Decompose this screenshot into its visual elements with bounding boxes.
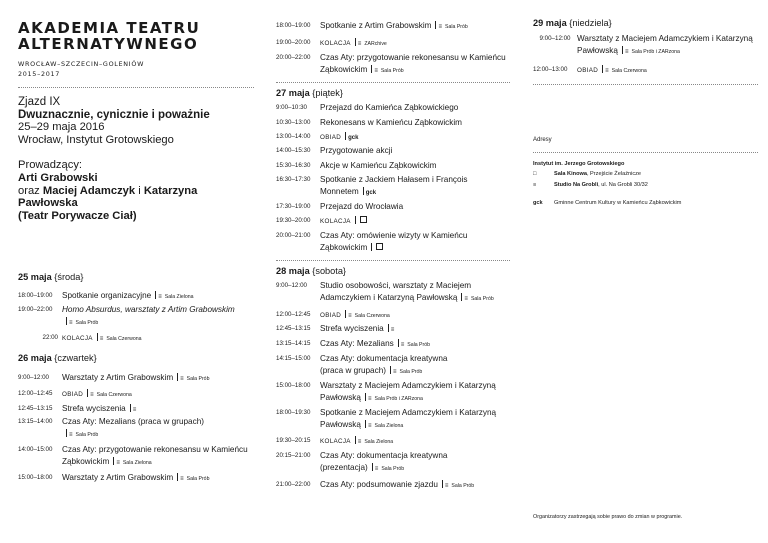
schedule-row (533, 33, 758, 58)
row-text: Warsztaty z Artim Grabowskim (62, 373, 174, 382)
address-row (533, 170, 641, 178)
schedule-row (276, 323, 512, 337)
schedule-row (18, 403, 258, 417)
studio-icon: ≡ (367, 422, 372, 429)
studio-icon: ≡ (357, 439, 362, 445)
logo-line-1: AKADEMIA TEATRU (18, 19, 201, 37)
row-text: Rekonesans w Kamieńcu Ząbkowickim (320, 118, 462, 127)
footnote: Organizatorzy zastrzegają sobie prawo do zmian w programie. (533, 514, 683, 520)
lead-4: (Teatr Porywacze Ciał) (18, 209, 137, 222)
studio-icon: ≡ (367, 395, 372, 402)
lead-1: Arti Grabowski (18, 171, 98, 184)
day-weekday: {sobota} (312, 266, 347, 276)
day-header-26 (18, 353, 97, 364)
address-name: Studio Na Grobli (554, 182, 599, 188)
schedule-row (276, 102, 512, 114)
schedule-row (276, 160, 512, 172)
studio-icon: ≡ (605, 68, 609, 74)
lead-3: Katarzyna Pawłowska (18, 184, 198, 210)
row-text: Spotkanie z Maciejem Adamczykiem i Katarzyną Pawłowską (320, 408, 497, 429)
logo-line-2: ALTERNATYWNEGO (18, 35, 199, 53)
row-text: OBIAD (320, 312, 342, 319)
row-time: 20:15–21:00 (276, 452, 311, 459)
i-label: i (138, 184, 141, 197)
row-time: 21:00–22:00 (276, 481, 311, 488)
row-time: 13:00–14:00 (276, 133, 311, 140)
row-text: KOLACJA (62, 335, 93, 342)
row-venue: Sala Prób (186, 476, 210, 482)
row-time: 15:30–16:30 (276, 162, 311, 169)
schedule-row (276, 338, 512, 352)
row-time: 14:00–15:00 (18, 446, 53, 453)
zjazd-title: Dwuznacznie, cynicznie i poważnie (18, 108, 210, 121)
row-time: 9:00–12:00 (276, 282, 307, 289)
studio-icon: ≡ (357, 41, 362, 47)
schedule-row (276, 52, 512, 77)
schedule-row (276, 131, 512, 145)
row-text: Warsztaty z Artim Grabowskim (62, 473, 174, 482)
schedule-row (18, 304, 258, 329)
row-time: 10:30–13:00 (276, 119, 311, 126)
row-time: 13:15–14:15 (276, 340, 311, 347)
logo-subtitle (18, 59, 258, 79)
row-text: OBIAD (577, 67, 599, 74)
schedule-row (276, 309, 512, 323)
row-text: Spotkanie z Artim Grabowskim (320, 21, 432, 30)
schedule-row (18, 416, 258, 441)
row-text: Warsztaty z Maciejem Adamczykiem i Katarzyną Pawłowską (577, 34, 753, 55)
studio-icon: ≡ (116, 459, 120, 466)
gck-icon: gck (365, 189, 377, 196)
row-time: 20:00–22:00 (276, 54, 311, 61)
row-time: 9:00–12:00 (539, 35, 571, 42)
studio-icon: ≡ (99, 336, 104, 342)
schedule-row (276, 280, 512, 305)
studio-icon: ≡ (180, 476, 184, 482)
row-venue: Sala Czerwona (611, 68, 647, 74)
schedule-row (18, 372, 258, 386)
row-time: 22:00 (42, 334, 58, 341)
schedule-row (276, 215, 512, 228)
studio-icon: ≡ (69, 319, 73, 326)
address-text: Gminne Centrum Kultury w Kamieńcu Ząbkowickim (554, 200, 682, 206)
row-venue: Sala Zielona (374, 422, 404, 429)
row-venue: Sala Prób (399, 368, 423, 375)
studio-icon: ≡ (533, 182, 537, 188)
schedule-row (276, 479, 512, 493)
studio-icon: ≡ (69, 431, 73, 438)
studio-icon: ≡ (90, 392, 94, 398)
studio-icon: ≡ (624, 48, 629, 55)
row-text: Czas Aty: dokumentacja kreatywna (prezentacja) (320, 451, 448, 472)
row-venue: Sala Prób i ZARzona (374, 395, 423, 402)
day-label: 25 maja (18, 272, 52, 282)
row-time: 12:45–13:15 (18, 405, 53, 412)
day-label: 27 maja (276, 88, 310, 98)
row-text: OBIAD (320, 134, 342, 141)
row-text: Strefa wyciszenia (320, 324, 384, 333)
logo (18, 20, 258, 52)
studio-icon: ≡ (444, 483, 449, 489)
row-text: Czas Aty: Mezalians (320, 339, 394, 348)
studio-icon: ≡ (374, 465, 379, 472)
row-time: 12:45–13:15 (276, 325, 311, 332)
day-header-27 (276, 88, 343, 99)
row-time: 19:00–22:00 (18, 306, 53, 313)
studio-icon: ≡ (464, 295, 468, 302)
schedule-row (276, 380, 512, 405)
row-time: 20:00–21:00 (276, 232, 311, 239)
row-text: Przejazd do Kamieńca Ząbkowickiego (320, 103, 459, 112)
row-text: Czas Aty: omówienie wizyty w Kamieńcu Ząbkowickim (320, 231, 468, 252)
row-text: Przejazd do Wrocławia (320, 202, 404, 211)
schedule-row (276, 174, 512, 199)
square-icon (360, 216, 367, 223)
intro (18, 96, 258, 222)
studio-icon: ≡ (438, 24, 442, 30)
row-text: Homo Absurdus, warsztaty z Artim Grabowskim (62, 305, 235, 314)
day-weekday: {piątek} (312, 88, 343, 98)
studio-icon: ≡ (132, 407, 137, 413)
schedule-row (533, 64, 758, 78)
studio-icon: ≡ (400, 342, 405, 348)
row-text: Akcje w Kamieńcu Ząbkowickim (320, 161, 437, 170)
institute-name (533, 160, 624, 168)
row-time: 14:00–15:30 (276, 147, 311, 154)
schedule-row (18, 388, 258, 402)
schedule-row (276, 353, 512, 378)
row-time: 18:00–19:00 (276, 22, 311, 29)
row-text: Warsztaty z Maciejem Adamczykiem i Katarzyną Pawłowską (320, 381, 496, 402)
address-name: Sala Kinowa (554, 171, 587, 177)
row-venue: Sala Prób (75, 319, 99, 326)
row-time: 15:00–18:00 (276, 382, 311, 389)
schedule-row (18, 444, 258, 469)
row-text: Spotkanie z Jackiem Hałasem i François Monnetem (320, 175, 468, 196)
studio-icon: ≡ (374, 67, 378, 74)
row-time: 12:00–13:00 (533, 66, 568, 73)
day-label: 29 maja (533, 18, 567, 28)
day-label: 28 maja (276, 266, 310, 276)
divider (533, 84, 758, 85)
schedule-row (276, 435, 512, 449)
row-text: Czas Aty: podsumowanie zjazdu (320, 480, 438, 489)
row-text: Strefa wyciszenia (62, 404, 126, 413)
row-time: 12:00–12:45 (276, 311, 311, 318)
divider (18, 87, 254, 88)
row-venue: Sala Prób (75, 431, 99, 438)
row-venue: ZARchive (364, 41, 387, 47)
square-icon (376, 243, 383, 250)
schedule-row (276, 145, 512, 157)
zjazd-number: Zjazd IX (18, 96, 61, 108)
address-text: , ul. Na Grobli 30/32 (598, 182, 648, 188)
divider (276, 260, 510, 261)
day-weekday: {środa} (54, 272, 84, 282)
row-time: 15:00–18:00 (18, 474, 53, 481)
gck-icon: gck (533, 200, 543, 206)
adresy-label: Adresy (533, 137, 552, 143)
logo-years: 2015–2017 (18, 70, 61, 78)
row-time: 19:00–20:00 (276, 39, 311, 46)
row-venue: Sala Zielona (122, 459, 152, 466)
institute-label: Instytut im. Jerzego Grotowskiego (533, 161, 625, 167)
row-text: Studio osobowości, warsztaty z Maciejem Adamczykiem i Katarzyną Pawłowską (320, 281, 472, 302)
day-header-25 (18, 272, 83, 283)
row-venue: Sala Zielona (364, 439, 394, 445)
logo-cities: WROCŁAW–SZCZECIN–GOLENIÓW (18, 60, 145, 68)
zjazd-place: Wrocław, Instytut Grotowskiego (18, 133, 174, 146)
row-text: Czas Aty: dokumentacja kreatywna (praca w grupach) (320, 354, 448, 375)
row-venue: Sala Prób (381, 465, 405, 472)
row-venue: Sala Prób (407, 342, 431, 348)
schedule-row (18, 472, 258, 486)
address-text: , Przejście Żelaźnicze (586, 171, 642, 177)
studio-icon: ≡ (180, 376, 184, 382)
row-time: 18:00–19:30 (276, 409, 311, 416)
row-venue: Sala Prób (451, 483, 475, 489)
row-text: Czas Aty: Mezalians (praca w grupach) (62, 417, 204, 426)
day-weekday: {niedziela} (569, 18, 612, 28)
row-venue: Sala Prób (445, 24, 468, 30)
gck-icon: gck (348, 135, 359, 141)
row-venue: Sala Prób i ZARzona (631, 48, 680, 55)
studio-icon: ≡ (392, 368, 397, 375)
row-time: 18:00–19:00 (18, 292, 53, 299)
row-text: KOLACJA (320, 40, 351, 47)
row-time: 12:00–12:45 (18, 390, 53, 397)
row-venue: Sala Czerwona (354, 313, 390, 319)
row-time: 19:30–20:15 (276, 437, 311, 444)
square-icon: □ (533, 171, 537, 177)
row-text: KOLACJA (320, 438, 351, 445)
oraz-label: oraz (18, 184, 40, 197)
schedule-row (18, 290, 258, 304)
address-row (533, 199, 681, 207)
row-text: OBIAD (62, 391, 84, 398)
schedule-row (18, 332, 258, 346)
address-row (533, 181, 648, 189)
studio-icon: ≡ (348, 313, 352, 319)
row-venue: Sala Prób (380, 67, 404, 74)
row-text: Spotkanie organizacyjne (62, 291, 152, 300)
schedule-row (276, 407, 512, 432)
row-text: KOLACJA (320, 218, 351, 225)
row-time: 14:15–15:00 (276, 355, 311, 362)
row-venue: Sala Czerwona (106, 336, 142, 342)
row-text: Czas Aty: przygotowanie rekonesansu w Kamieńcu Ząbkowickim (62, 445, 248, 466)
day-header-28 (276, 266, 346, 277)
lead-2: Maciej Adamczyk (42, 184, 136, 197)
row-time: 17:30–19:00 (276, 203, 311, 210)
row-time: 19:30–20:00 (276, 217, 311, 224)
row-time: 9:00–12:00 (18, 374, 49, 381)
schedule-row (276, 117, 512, 129)
row-text: Czas Aty: przygotowanie rekonesansu w Kamieńcu Ząbkowickim (320, 53, 506, 74)
divider (533, 152, 758, 153)
row-time: 9:00–10:30 (276, 104, 307, 111)
row-venue: Sala Czerwona (96, 392, 132, 398)
schedule-row (276, 230, 512, 253)
day-weekday: {czwartek} (54, 353, 97, 363)
row-venue: Sala Zielona (164, 294, 194, 300)
schedule-row (276, 37, 512, 51)
divider (276, 82, 510, 83)
prowadzacy-label: Prowadzący: (18, 159, 83, 172)
day-label: 26 maja (18, 353, 52, 363)
day-header-29 (533, 18, 612, 29)
schedule-row (276, 201, 512, 213)
schedule-row (276, 450, 512, 475)
studio-icon: ≡ (390, 327, 395, 333)
zjazd-dates: 25–29 maja 2016 (18, 121, 105, 134)
row-time: 13:15–14:00 (18, 418, 53, 425)
schedule-row (276, 20, 512, 34)
studio-icon: ≡ (158, 294, 162, 300)
row-text: Przygotowanie akcji (320, 146, 393, 155)
row-venue: Sala Prób (470, 295, 494, 302)
row-time: 16:30–17:30 (276, 176, 311, 183)
row-venue: Sala Prób (186, 376, 210, 382)
